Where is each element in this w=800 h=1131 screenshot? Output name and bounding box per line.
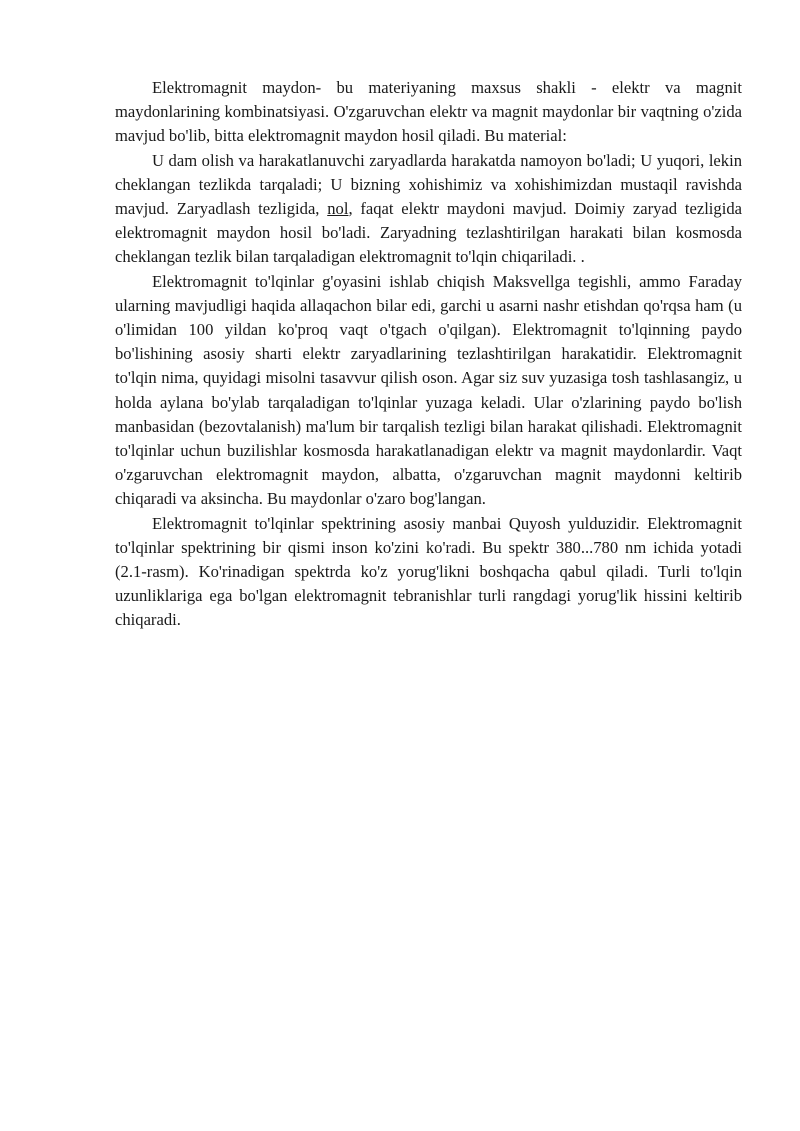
nol-link[interactable]: nol [327,199,349,219]
paragraph-electromagnetic-waves-history: Elektromagnit to'lqinlar g'oyasini ishlab chiqish Maksvellga tegishli, ammo Faraday ularning mavjudligi haqida allaqachon bilar edi, garchi u asarni nashr etishdan qo'rqsa ham (u o'limidan 100 yildan ko'proq vaqt o'tgach o'qilgan). Elektromagnit to'lqinning paydo bo'lishining asosiy sharti elektr zaryadlarining tezlashtirilgan harakatidir. Elektromagnit to'lqin nima, quyidagi misolni tasavvur qilish oson. Agar siz suv yuzasiga tosh tashlasangiz, u holda aylana bo'ylab tarqaladigan to'lqinlar yuzaga keladi. Ular o'zlarining paydo bo'lish manbasidan (bezovtalanish) ma'lum bir tarqalish tezligi bilan harakat qilishadi. Elektromagnit to'lqinlar uchun buzilishlar kosmosda harakatlanadigan elektr va magnit maydonlardir. Vaqt o'zgaruvchan elektromagnit maydon, albatta, o'zgaruvchan magnit maydonni keltirib chiqaradi va aksincha. Bu maydonlar o'zaro bog'langan. [115,271,742,509]
document-body [115,76,742,633]
paragraph-electromagnetic-field-definition: Elektromagnit maydon- bu materiyaning maxsus shakli - elektr va magnit maydonlarining kombinatsiyasi. O'zgaruvchan elektr va magnit maydonlar bir vaqtning o'zida mavjud bo'lib, bitta elektromagnit maydon hosil qiladi. Bu material: [115,78,742,146]
paragraph-text-before-link: U dam olish va harakatlanuvchi zaryadlarda harakatda namoyon bo'ladi; U yuqori, lekin cheklangan tezlikda tarqaladi; U bizning xohishimiz va xohishimizdan mustaqil ravishda mavjud. Zaryadlash tezligida, [115,150,742,219]
paragraph-spectrum-source: Elektromagnit to'lqinlar spektrining asosiy manbai Quyosh yulduzidir. Elektromagnit to'lqinlar spektrining bir qismi inson ko'zini ko'radi. Bu spektr 380...780 nm ichida yotadi (2.1-rasm). Ko'rinadigan spektrda ko'z yorug'likni boshqacha qabul qiladi. Turli to'lqin uzunliklariga ega bo'lgan elektromagnit tebranishlar turli rangdagi yorug'lik hissini keltirib chiqaradi. [115,513,742,630]
paragraph-text-after-link: , faqat elektr maydoni mavjud. Doimiy zaryad tezligida elektromagnit maydon hosil bo'ladi. Zaryadning tezlashtirilgan harakati bilan kosmosda cheklangan tezlik bilan tarqaladigan elektromagnit to'lqin chiqariladi. . [115,199,742,267]
paragraph-field-properties [115,149,742,270]
